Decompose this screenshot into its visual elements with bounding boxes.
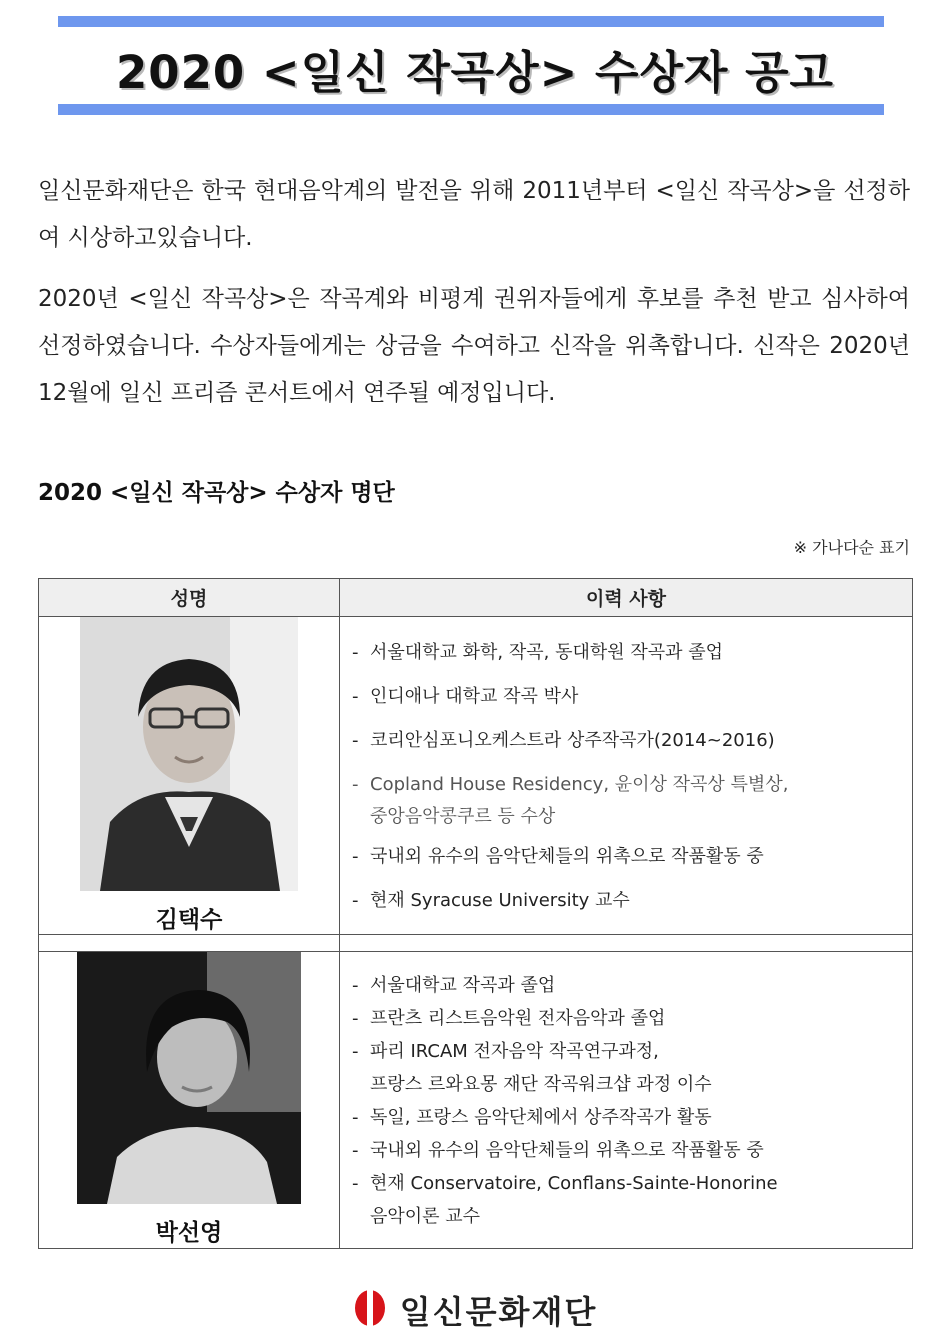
awardee-photo-park <box>77 952 301 1204</box>
list-item: - 서울대학교 작곡과 졸업 <box>352 975 556 996</box>
awardee-name: 김택수 <box>155 907 223 933</box>
list-item: - 인디애나 대학교 작곡 박사 <box>352 686 579 707</box>
awardee-career-cell <box>340 952 913 1249</box>
awardee-name: 박선영 <box>155 1220 223 1246</box>
awardee-career-cell <box>340 617 913 935</box>
list-item: - 코리안심포니오케스트라 상주작곡가(2014~2016) <box>352 730 775 751</box>
intro-paragraph-2: 2020년 <일신 작곡상>은 작곡계와 비평계 권위자들에게 후보를 추천 받고 심사하여 선정하였습니다. 수상자들에게는 상금을 수여하고 신작을 위촉합니다. 신작은 2020년 12월에 일신 프리즘 콘서트에서 연주될 예정입니다. <box>38 286 910 406</box>
sort-order-note: ※ 가나다순 표기 <box>793 538 910 557</box>
foundation-logo <box>0 1287 950 1331</box>
page-title: 2020 <일신 작곡상> 수상자 공고 <box>115 46 835 99</box>
title-bar-bottom <box>58 104 884 115</box>
title-bar-top <box>58 16 884 27</box>
list-item: - 프란츠 리스트음악원 전자음악과 졸업 <box>352 1008 666 1029</box>
list-item: - 현재 Syracuse University 교수 <box>352 890 630 911</box>
foundation-logo-icon <box>353 1288 387 1332</box>
list-item: - 서울대학교 화학, 작곡, 동대학원 작곡과 졸업 <box>352 642 724 663</box>
career-list <box>340 952 912 1233</box>
career-list <box>340 617 912 917</box>
list-item: - Copland House Residency, 윤이상 작곡상 특별상, 중앙음악콩쿠르 등 수상 <box>352 774 789 827</box>
list-item: - 국내외 유수의 음악단체들의 위촉으로 작품활동 중 <box>352 1140 764 1161</box>
list-item: - 현재 Conservatoire, Conflans-Sainte-Honorine 음악이론 교수 <box>352 1173 778 1227</box>
list-item: - 국내외 유수의 음악단체들의 위촉으로 작품활동 중 <box>352 846 764 867</box>
column-header-name: 성명 <box>39 579 340 617</box>
awardee-list-heading: 2020 <일신 작곡상> 수상자 명단 <box>38 480 395 506</box>
list-item: - 파리 IRCAM 전자음악 작곡연구과정, 프랑스 르와요몽 재단 작곡워크샵 과정 이수 <box>352 1041 712 1095</box>
column-header-career: 이력 사항 <box>340 579 913 617</box>
table-row <box>39 952 913 1249</box>
foundation-logo-text: 일신문화재단 <box>399 1293 598 1331</box>
awardee-photo-cell <box>39 952 340 1249</box>
table-spacer-row <box>39 935 913 952</box>
list-item: - 독일, 프랑스 음악단체에서 상주작곡가 활동 <box>352 1107 712 1128</box>
table-row <box>39 617 913 935</box>
awardee-table <box>38 578 913 1249</box>
table-header-row <box>39 579 913 617</box>
intro-paragraph-1: 일신문화재단은 한국 현대음악계의 발전을 위해 2011년부터 <일신 작곡상>을 선정하여 시상하고있습니다. <box>38 178 910 251</box>
awardee-photo-cell <box>39 617 340 935</box>
awardee-photo-kim <box>80 617 298 891</box>
